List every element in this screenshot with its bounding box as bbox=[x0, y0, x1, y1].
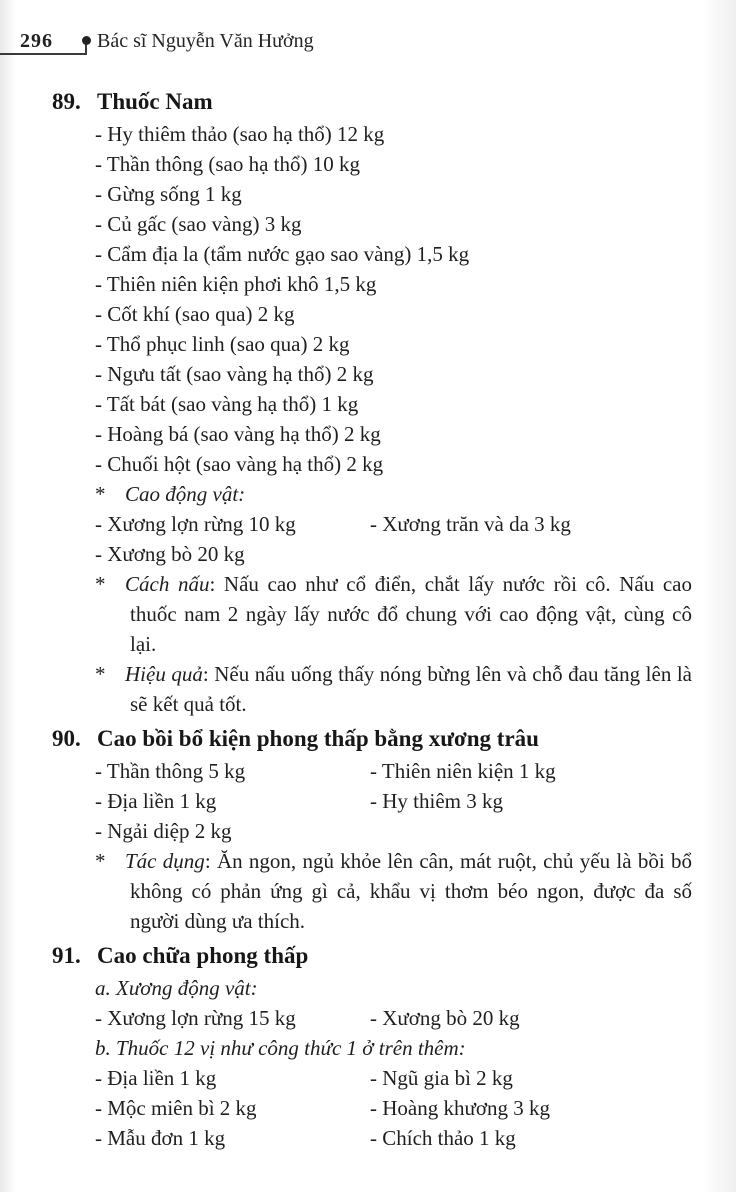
starred-paragraph: * Hiệu quả: Nếu nấu uống thấy nóng bừng lên và chỗ đau tăng lên là sẽ kết quả tốt. bbox=[52, 659, 692, 719]
ingredient-item: - Cốt khí (sao qua) 2 kg bbox=[95, 302, 295, 326]
ingredient-item: - Củ gấc (sao vàng) 3 kg bbox=[95, 212, 302, 236]
ingredient-pair-row bbox=[52, 1003, 692, 1033]
ingredient-right: - Hoàng khương 3 kg bbox=[370, 1096, 550, 1120]
section-number: 89. bbox=[52, 89, 81, 114]
ingredient-left: - Địa liền 1 kg bbox=[95, 1066, 217, 1090]
page-edge-shadow-right bbox=[702, 0, 736, 1192]
ingredient-pair-row bbox=[52, 1123, 692, 1153]
running-header bbox=[0, 28, 736, 58]
ingredient-item: - Cẩm địa la (tẩm nước gạo sao vàng) 1,5 kg bbox=[95, 242, 470, 266]
ingredient-item: - Thổ phục linh (sao qua) 2 kg bbox=[95, 332, 350, 356]
asterisk-marker: * bbox=[95, 662, 106, 686]
page-content bbox=[52, 82, 692, 1153]
ingredient-left: - Xương lợn rừng 15 kg bbox=[95, 1006, 296, 1030]
ingredient-left: - Xương lợn rừng 10 kg bbox=[95, 512, 296, 536]
run-in-label: Cách nấu bbox=[125, 572, 210, 596]
sub-section-label bbox=[52, 1033, 692, 1063]
asterisk-marker: * bbox=[95, 572, 106, 596]
ingredient-item: - Tất bát (sao vàng hạ thổ) 1 kg bbox=[95, 392, 359, 416]
run-in-label: Hiệu quả bbox=[125, 662, 203, 686]
asterisk-marker: * bbox=[95, 482, 106, 506]
bullet-dot-icon bbox=[82, 36, 91, 45]
section-title: Thuốc Nam bbox=[97, 89, 213, 114]
ingredient-pair-row bbox=[52, 1063, 692, 1093]
section-heading bbox=[52, 941, 692, 971]
ingredient-item: - Xương bò 20 kg bbox=[95, 542, 245, 566]
ingredient-item: - Hoàng bá (sao vàng hạ thổ) 2 kg bbox=[95, 422, 381, 446]
ingredient-left: - Địa liền 1 kg bbox=[95, 789, 217, 813]
asterisk-marker: * bbox=[95, 849, 106, 873]
ingredient-item: - Hy thiêm thảo (sao hạ thổ) 12 kg bbox=[95, 122, 385, 146]
starred-paragraph: * Tác dụng: Ăn ngon, ngủ khỏe lên cân, mát ruột, chủ yếu là bồi bổ không có phản ứng gì cả, khẩu vị thơm béo ngon, được đa số người dùng ưa thích. bbox=[52, 846, 692, 936]
ingredient-right: - Xương bò 20 kg bbox=[370, 1006, 520, 1030]
page-edge-shadow-left bbox=[0, 0, 16, 1192]
section-heading bbox=[52, 724, 692, 754]
ingredient-right: - Chích thảo 1 kg bbox=[370, 1126, 516, 1150]
run-in-label: Cao động vật: bbox=[125, 482, 246, 506]
ingredient-left: - Mẫu đơn 1 kg bbox=[95, 1126, 226, 1150]
ingredient-pair-row bbox=[52, 786, 692, 816]
ingredient-item: - Gừng sống 1 kg bbox=[95, 182, 242, 206]
ingredient-left: - Mộc miên bì 2 kg bbox=[95, 1096, 257, 1120]
ingredient-right: - Xương trăn và da 3 kg bbox=[370, 512, 571, 536]
ingredient-item: - Chuối hột (sao vàng hạ thổ) 2 kg bbox=[95, 452, 384, 476]
ingredient-pair-row bbox=[52, 1093, 692, 1123]
section-number: 91. bbox=[52, 943, 81, 968]
ingredient-right: - Hy thiêm 3 kg bbox=[370, 789, 503, 813]
ingredient-left: - Thần thông 5 kg bbox=[95, 759, 246, 783]
ingredient-item: - Thiên niên kiện phơi khô 1,5 kg bbox=[95, 272, 377, 296]
starred-label-line bbox=[52, 479, 692, 509]
page-number: 296 bbox=[20, 30, 53, 52]
sub-section-text: b. Thuốc 12 vị như công thức 1 ở trên thêm: bbox=[95, 1036, 466, 1060]
ingredient-right: - Thiên niên kiện 1 kg bbox=[370, 759, 556, 783]
section-heading bbox=[52, 87, 692, 117]
section-number: 90. bbox=[52, 726, 81, 751]
ingredient-item: - Thần thông (sao hạ thổ) 10 kg bbox=[95, 152, 360, 176]
header-title: Bác sĩ Nguyễn Văn Hưởng bbox=[97, 30, 314, 52]
sub-section-text: a. Xương động vật: bbox=[95, 976, 258, 1000]
page-number-rule bbox=[0, 53, 87, 55]
ingredient-item: - Ngải diệp 2 kg bbox=[95, 819, 232, 843]
run-in-label: Tác dụng bbox=[125, 849, 205, 873]
starred-paragraph: * Cách nấu: Nấu cao như cổ điển, chắt lấy nước rồi cô. Nấu cao thuốc nam 2 ngày lấy nước đổ chung với cao động vật, cùng cô lại. bbox=[52, 569, 692, 659]
section-title: Cao chữa phong thấp bbox=[97, 943, 309, 968]
section-title: Cao bồi bổ kiện phong thấp bằng xương trâu bbox=[97, 726, 539, 751]
sub-section-label bbox=[52, 973, 692, 1003]
ingredient-item: - Ngưu tất (sao vàng hạ thổ) 2 kg bbox=[95, 362, 374, 386]
ingredient-pair-row bbox=[52, 756, 692, 786]
ingredient-right: - Ngũ gia bì 2 kg bbox=[370, 1066, 513, 1090]
ingredient-pair-row bbox=[52, 509, 692, 539]
